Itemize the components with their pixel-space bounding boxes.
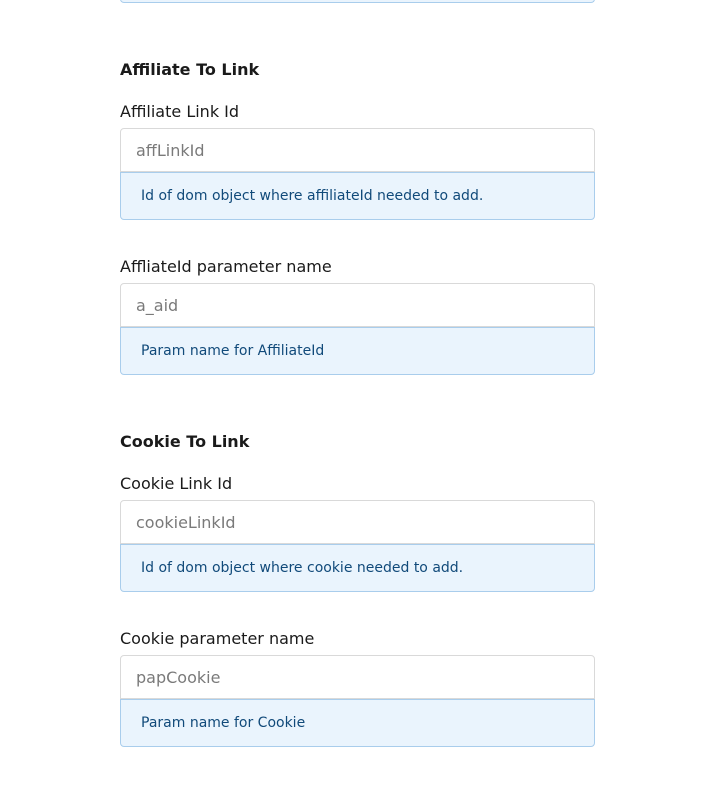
cookie-param-input[interactable] [120,655,595,699]
field-label: Cookie Link Id [120,474,233,493]
previous-help-box [120,0,595,3]
cookie-link-id-input[interactable] [120,500,595,544]
section-title: Cookie To Link [120,432,250,451]
field-label: AffliateId parameter name [120,257,332,276]
field-label: Affiliate Link Id [120,102,240,121]
section-title: Affiliate To Link [120,60,260,79]
affiliate-link-id-input[interactable] [120,128,595,172]
field-help-text: Id of dom object where affiliateId needed to add. [120,172,595,220]
field-label: Cookie parameter name [120,629,315,648]
field-help-text: Param name for Cookie [120,699,595,747]
affiliate-id-param-input[interactable] [120,283,595,327]
field-help-text: Id of dom object where cookie needed to add. [120,544,595,592]
field-help-text: Param name for AffiliateId [120,327,595,375]
